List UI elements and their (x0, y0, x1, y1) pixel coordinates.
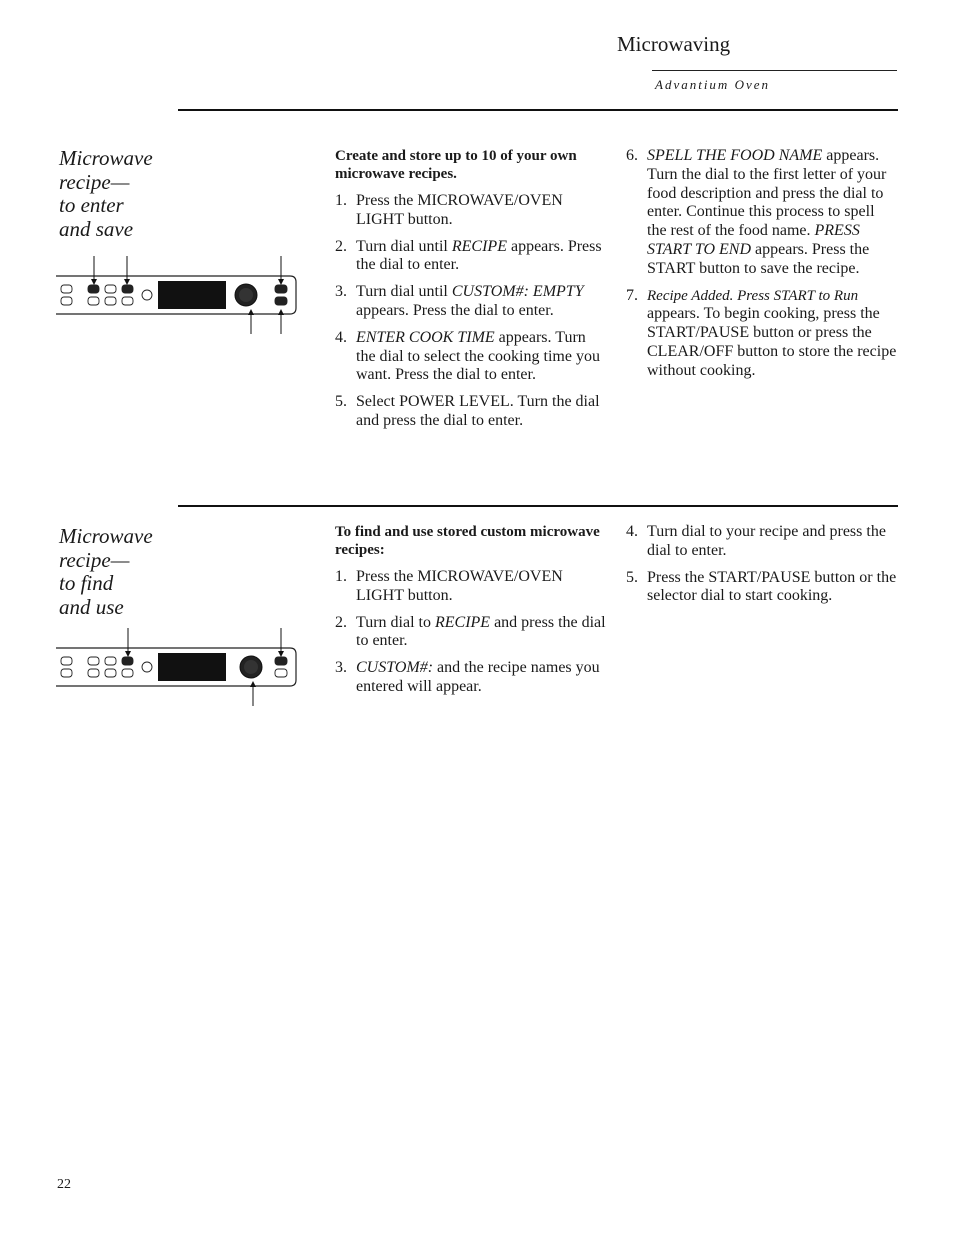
step-item (335, 238, 607, 276)
step-item (335, 568, 607, 606)
steps-list (626, 147, 898, 381)
step-text: ENTER COOK TIME appears. Turn the dial to select the cooking time you want. Press the dial to enter. (356, 328, 600, 384)
instructions-column-4 (626, 523, 898, 614)
step-text: Select POWER LEVEL. Turn the dial and press the dial to enter. (356, 393, 600, 429)
panel-display (158, 281, 226, 309)
section-divider-enter-save (178, 109, 898, 111)
step-item (626, 147, 898, 279)
instructions-column-3 (335, 523, 607, 705)
page-header-title: Microwaving (617, 32, 731, 56)
section-title-line: and save (59, 216, 134, 241)
step-item (626, 569, 898, 607)
steps-list (335, 568, 607, 697)
step-number: 5. (626, 568, 638, 586)
step-number: 5. (335, 393, 347, 411)
step-number: 1. (335, 192, 347, 209)
step-number: 4. (626, 523, 638, 540)
step-item (335, 329, 607, 385)
section-title-line: to enter (59, 193, 124, 217)
steps-list (335, 192, 607, 431)
steps-list (626, 523, 898, 606)
step-number: 3. (335, 283, 347, 301)
step-text: Press the MICROWAVE/OVEN LIGHT button. (356, 192, 563, 228)
section-title-line: to find (59, 571, 114, 595)
step-text: Press the START/PAUSE button or the selector dial to start cooking. (647, 568, 897, 605)
step-number: 3. (335, 659, 347, 677)
step-number: 2. (335, 613, 347, 631)
control-panel-diagram-enter-save (50, 252, 302, 336)
step-number: 6. (626, 147, 638, 164)
step-number: 4. (335, 328, 347, 346)
step-item (335, 659, 607, 697)
step-item (335, 192, 607, 230)
section-title-enter-save (59, 147, 153, 241)
panel-display (158, 653, 226, 681)
step-text: Recipe Added. Press START to Run appears. To begin cooking, press the START/PAUSE button or press the CLEAR/OFF button to store the recipe without cooking. (647, 287, 897, 379)
step-item (335, 283, 607, 321)
step-item (335, 393, 607, 431)
control-panel-diagram-find-use (50, 624, 302, 708)
step-number: 2. (335, 237, 347, 255)
section-title-line: recipe— (59, 547, 130, 572)
step-item (335, 614, 607, 652)
step-number: 7. (626, 286, 638, 304)
page-header-subtitle: Advantium Oven (655, 77, 771, 92)
page-number: 22 (57, 1177, 71, 1192)
step-text: Press the MICROWAVE/OVEN LIGHT button. (356, 568, 563, 604)
section-divider-find-use (178, 505, 898, 507)
step-number: 1. (335, 568, 347, 585)
section-title-line: Microwave (59, 146, 153, 170)
step-text: CUSTOM#: and the recipe names you entered will appear. (356, 659, 600, 695)
section-title-line: recipe— (59, 169, 130, 194)
section-title-line: and use (59, 594, 124, 619)
section-lead-enter-save: Create and store up to 10 of your own microwave recipes. (335, 148, 577, 182)
step-text: Turn dial until RECIPE appears. Press the dial to enter. (356, 237, 602, 274)
header-divider (652, 70, 897, 71)
step-item (626, 287, 898, 381)
section-lead-find-use: To find and use stored custom microwave recipes: (335, 524, 600, 558)
step-text: SPELL THE FOOD NAME appears. Turn the dial to the first letter of your food description and press the dial to enter. Continue this process to spell the rest of the food name. PRESS START TO END appears. Press the START button to save the recipe. (647, 147, 887, 277)
section-title-line: Microwave (59, 524, 153, 548)
step-text: Turn dial until CUSTOM#: EMPTY appears. Press the dial to enter. (356, 283, 584, 319)
step-text: Turn dial to RECIPE and press the dial to enter. (356, 613, 606, 650)
step-item (626, 523, 898, 561)
section-title-find-use (59, 525, 153, 619)
step-text: Turn dial to your recipe and press the dial to enter. (647, 523, 886, 559)
instructions-column-2 (626, 147, 898, 389)
instructions-column-1 (335, 147, 607, 439)
